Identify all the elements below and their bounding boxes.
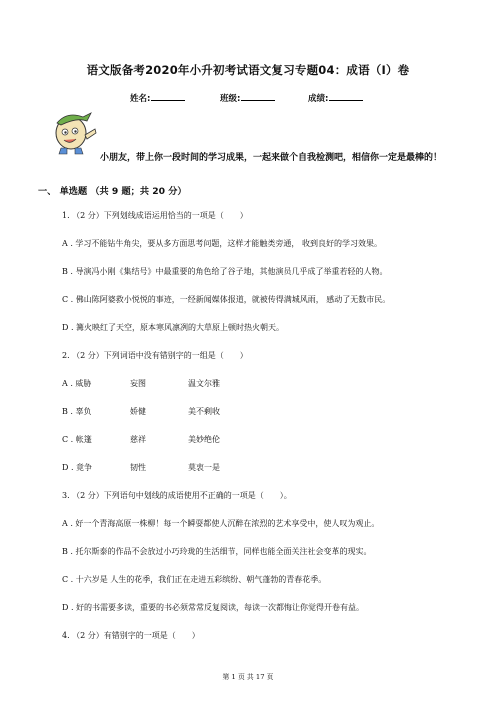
option-term: 美妙绝伦 [188,435,220,444]
question-1-option-d: D . 篝火映红了天空，原本寒风凛冽的大草原上顿时热火朝天。 [62,323,285,332]
question-4-stem: 4. （2 分）有错别字的一项是（ ） [62,631,200,640]
question-2-option-b [62,406,220,417]
option-term: 温文尔雅 [188,379,220,388]
option-term: 娇健 [130,407,146,416]
name-label: 姓名: [130,94,151,104]
class-field [220,92,275,104]
option-term: A . 威胁 [62,379,92,388]
question-3-option-c: C . 十六岁是 人生的花季，我们正在走进五彩缤纷、朝气蓬勃的青春花季。 [62,575,327,584]
option-term: 莫衷一是 [188,463,220,472]
question-2-option-d [62,462,220,473]
option-term: D . 竟争 [62,463,93,472]
class-label: 班级: [220,94,241,104]
question-2-option-c [62,434,220,445]
score-field [308,92,363,104]
option-term: 美不剩收 [188,407,220,416]
encouragement-slogan: 小朋友，带上你一段时间的学习成果，一起来做个自我检测吧，相信你一定是最棒的！ [100,153,443,163]
student-mascot-icon [47,105,101,155]
document-title: 语文版备考2020年小升初考试语文复习专题04：成语（I）卷 [86,63,410,77]
page-footer: 第 1 页 共 17 页 [222,673,274,681]
option-term: C . 帐篷 [62,435,92,444]
question-2-option-a [62,378,220,389]
question-3-option-b: B . 托尔斯泰的作品不会放过小巧玲珑的生活细节，同样也能全面关注社会变革的现实。 [62,547,372,556]
section-heading: 一、 单选题 （共 9 题；共 20 分） [38,186,187,197]
question-1-option-a: A . 学习不能钻牛角尖，要从多方面思考问题，这样才能触类旁通， 收到良好的学习效果。 [62,239,382,248]
question-3-option-a: A . 好一个青海高原一株柳！每一个瞬耍都使人沉醉在浓烈的艺术享受中，使人叹为观止。 [62,519,380,528]
question-3-option-d: D . 好的书需要多读，重要的书必须常常反复阅读，每读一次都悔让你觉得开卷有益。 [62,603,365,612]
question-2-stem: 2. （2 分）下列词语中没有错别字的一组是（ ） [62,351,248,360]
score-label: 成绩: [308,94,329,104]
question-1-option-b: B . 导演冯小刚《集结号》中最重要的角色给了谷子地，其他演员几乎成了举重若轻的人物。 [62,267,388,276]
question-1-stem: 1. （2 分）下列划线成语运用恰当的一项是（ ） [62,211,248,220]
option-term: B . 辜负 [62,407,92,416]
option-term: 韧性 [130,463,146,472]
question-1-option-c: C . 佛山陈阿婆救小悦悦的事迹，一经新闻媒体报道，就被传得满城风雨， 感动了无数市民。 [62,295,391,304]
name-blank [151,92,185,101]
name-field [130,92,185,104]
option-term: 妄图 [130,379,146,388]
class-blank [241,92,275,101]
option-term: 慈祥 [130,435,146,444]
question-3-stem: 3. （2 分）下列语句中划线的成语使用不正确的一项是（ ）。 [62,491,292,500]
score-blank [329,92,363,101]
